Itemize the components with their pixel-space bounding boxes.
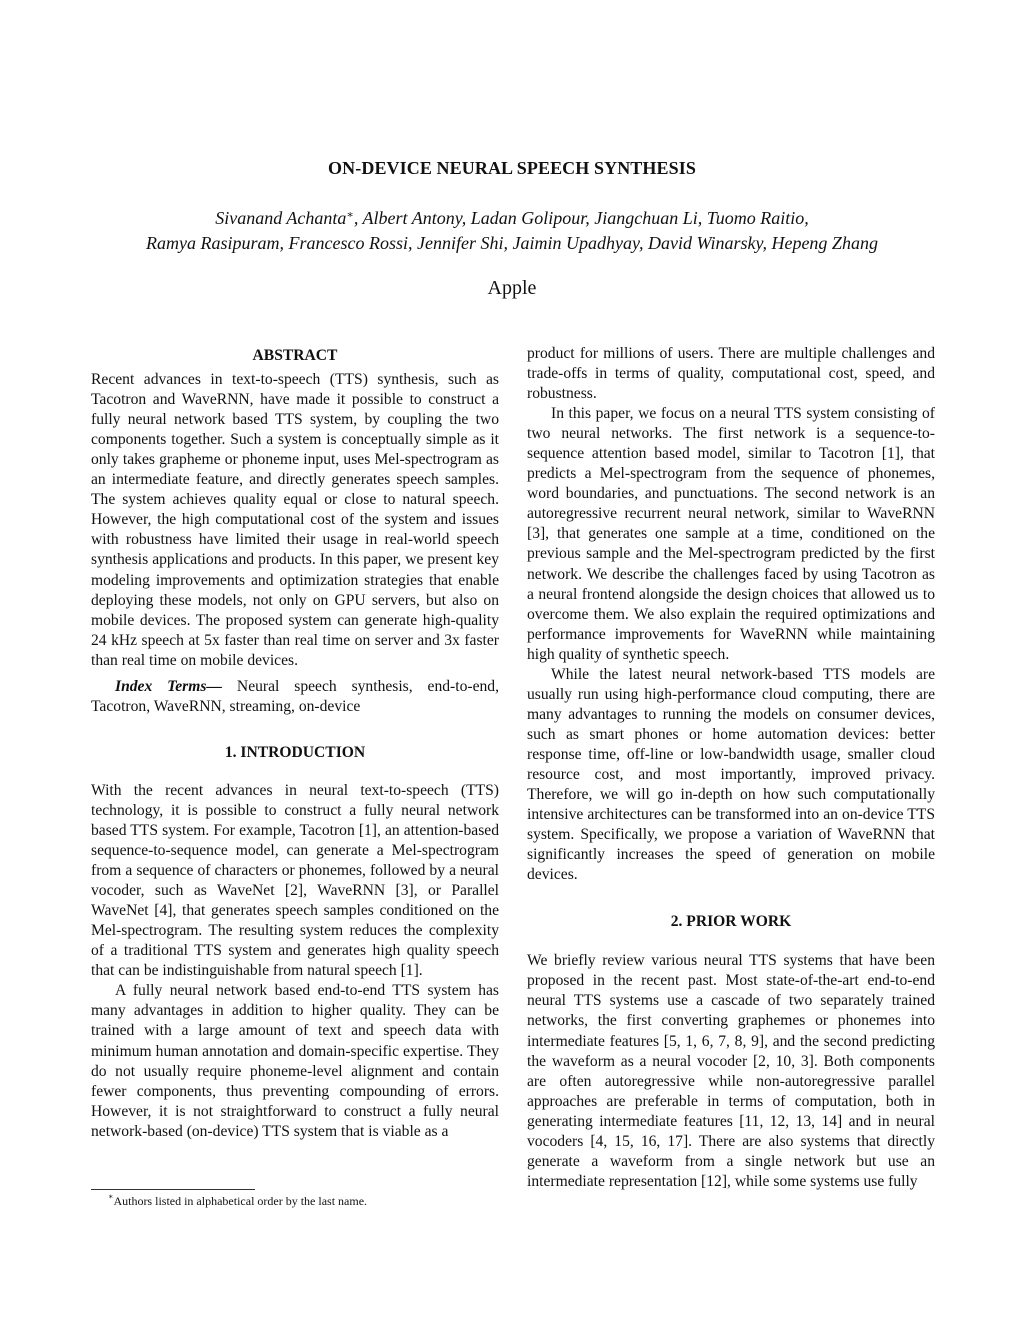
author-line-1-first: Sivanand Achanta xyxy=(215,208,347,228)
left-column xyxy=(91,344,499,1142)
intro-paragraph-4: In this paper, we focus on a neural TTS system consisting of two neural networks. The first network is a sequence-to-sequence attention based model, similar to Tacotron [1], that predicts a Mel-spectrogram from the sequence of phonemes, word boundaries, and punctuations. The second network is an autoregressive recurrent neural network, similar to WaveRNN [3], that generates one sample at a time, conditioned on the previous sample and the Mel-spectrogram predicted by the first network. We describe the challenges faced by using Tacotron as a neural frontend alongside the design choices that allowed us to overcome them. We also explain the required optimizations and performance improvements for WaveRNN while maintaining high quality of synthetic speech. xyxy=(527,405,935,663)
author-list xyxy=(0,206,1024,256)
paper-title: ON-DEVICE NEURAL SPEECH SYNTHESIS xyxy=(328,158,696,178)
affiliation: Apple xyxy=(487,277,537,299)
intro-paragraph-1: With the recent advances in neural text-to-speech (TTS) technology, it is possible to construct a fully neural network based TTS system. For example, Tacotron [1], an attention-based sequence-to-sequence model, can generate a Mel-spectrogram from a sequence of characters or phonemes, followed by a neural vocoder, such as WaveNet [2], WaveRNN [3], or Parallel WaveNet [4], that generates speech samples conditioned on the Mel-spectrogram. The resulting system reduces the complexity of a traditional TTS system and generates high quality speech that can be indistinguishable from natural speech [1]. xyxy=(91,781,499,980)
author-line-2: Ramya Rasipuram, Francesco Rossi, Jennifer Shi, Jaimin Upadhyay, David Winarsky, Hepeng Zhang xyxy=(146,233,878,253)
intro-paragraph-5: While the latest neural network-based TTS models are usually run using high-performance cloud computing, there are many advantages to running the models on consumer devices, such as smart phones or home automation devices: better response time, off-line or low-bandwidth usage, smaller cloud resource cost, and most importantly, improved privacy. Therefore, we will go in-depth on how such computationally intensive architectures can be transformed into an on-device TTS system. Specifically, we propose a variation of WaveRNN that significantly increases the speed of generation on mobile devices. xyxy=(527,665,935,884)
index-terms-text: Neural speech synthesis, end-to-end, Tacotron, WaveRNN, streaming, on-device xyxy=(91,677,499,715)
index-terms xyxy=(91,677,499,717)
index-terms-label: Index Terms— xyxy=(115,677,223,695)
footnote-marker: ∗ xyxy=(346,209,354,221)
prior-work-paragraph-1: We briefly review various neural TTS systems that have been proposed in the recent past. Most state-of-the-art end-to-end neural TTS systems use a cascade of two separately trained networks, the first converting graphemes or phonemes into intermediate features [5, 1, 6, 7, 8, 9], and the second predicting the waveform as a neural vocoder [2, 10, 3]. Both components are often autoregressive while non-autoregressive parallel approaches are preferable in terms of computation, both in generating intermediate features [11, 12, 13, 14] and in neural vocoders [4, 15, 16, 17]. There are also systems that directly generate a waveform from a single network but use an intermediate representation [12], while some systems use fully xyxy=(527,952,935,1190)
author-line-1 xyxy=(0,206,1024,231)
abstract-text: Recent advances in text-to-speech (TTS) synthesis, such as Tacotron and WaveRNN, have made it possible to construct a fully neural network based TTS system, by coupling the two components together. Such a system is conceptually simple as it only takes grapheme or phoneme input, uses Mel-spectrogram as an intermediate feature, and directly generates speech samples. The system achieves quality equal or close to natural speech. However, the high computational cost of the system and issues with robustness have limited their usage in real-world speech synthesis applications and products. In this paper, we present key modeling improvements and optimization strategies that enable deploying these models, not only on GPU servers, but also on mobile devices. The proposed system can generate high-quality 24 kHz speech at 5x faster than real time on server and 3x faster than real time on mobile devices. xyxy=(91,371,499,669)
section-heading-prior-work: 2. PRIOR WORK xyxy=(670,913,792,931)
intro-paragraph-3: product for millions of users. There are multiple challenges and trade-offs in terms of quality, computational cost, speed, and robustness. xyxy=(527,345,935,403)
footnote-divider xyxy=(91,1189,255,1190)
right-column xyxy=(527,344,935,1192)
footnote-text: Authors listed in alphabetical order by the last name. xyxy=(113,1194,368,1208)
footnote xyxy=(108,1194,367,1209)
footnote-symbol: ∗ xyxy=(108,1192,114,1201)
intro-paragraph-2: A fully neural network based end-to-end TTS system has many advantages in addition to higher quality. They can be trained with a large amount of text and speech data with minimum human annotation and domain-specific expertise. They do not usually require phoneme-level alignment and contain fewer components, thus preventing compounding of errors. However, it is not straightforward to construct a fully neural network-based (on-device) TTS system that is viable as a xyxy=(91,982,499,1140)
section-heading-introduction: 1. INTRODUCTION xyxy=(224,743,366,761)
author-line-1-rest: , Albert Antony, Ladan Golipour, Jiangchuan Li, Tuomo Raitio, xyxy=(353,208,809,228)
abstract-heading: ABSTRACT xyxy=(252,347,338,364)
